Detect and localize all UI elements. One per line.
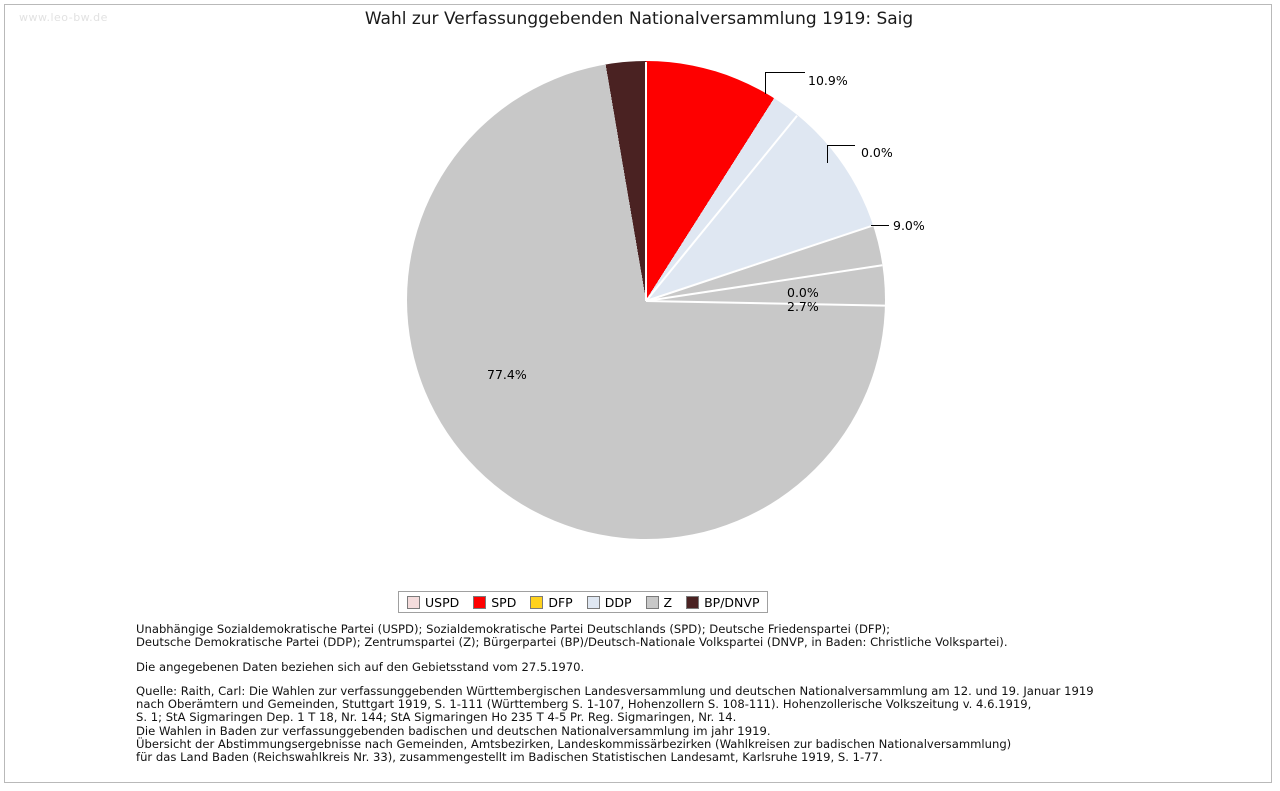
chart-footnotes: [136, 623, 1216, 765]
pct-label-ddp: 10.9%: [808, 73, 848, 88]
leader-line-ddp: [765, 72, 805, 73]
note-source: [136, 685, 1216, 765]
note-line: für das Land Baden (Reichswahlkreis Nr. 33), zusammengestellt im Badischen Statistischen Landesamt, Karlsruhe 1919, S. 1-77.: [136, 750, 883, 765]
note-line: nach Oberämtern und Gemeinden, Stuttgart 1919, S. 1-111 (Württemberg S. 1-107, Hohenzollern S. 108-111). Hohenzollerische Volkszeitung v. 4.6.1919,: [136, 697, 1032, 712]
note-line: Quelle: Raith, Carl: Die Wahlen zur verfassunggebenden Württembergischen Landesversammlung und deutschen Nationalversammlung am 12. und 19. Januar 1919: [136, 683, 1094, 698]
note-line: Unabhängige Sozialdemokratische Partei (USPD); Sozialdemokratische Partei Deutschlands (SPD); Deutsche Friedenspartei (DFP);: [136, 622, 891, 636]
legend-item-ddp[interactable]: [587, 595, 632, 610]
legend-swatch-icon: [686, 596, 699, 609]
chart-legend: [398, 591, 768, 613]
pct-label-bpdnvp: 2.7%: [787, 299, 819, 314]
leader-line-uspd-vert: [827, 145, 828, 163]
site-watermark: www.leo-bw.de: [19, 11, 108, 24]
note-territory: [136, 661, 1216, 674]
legend-swatch-icon: [407, 596, 420, 609]
legend-item-z[interactable]: [646, 595, 673, 610]
legend-item-uspd[interactable]: [407, 595, 459, 610]
legend-label: USPD: [425, 594, 460, 610]
note-line: S. 1; StA Sigmaringen Dep. 1 T 18, Nr. 144; StA Sigmaringen Ho 235 T 4-5 Pr. Reg. Sigmaringen, Nr. 14.: [136, 710, 737, 725]
leader-line-spd: [871, 225, 889, 226]
legend-swatch-icon: [473, 596, 486, 609]
pct-label-spd: 9.0%: [893, 218, 925, 233]
legend-label: BP/DNVP: [704, 594, 760, 610]
pct-label-z: 77.4%: [487, 367, 527, 382]
leader-line-uspd: [827, 145, 855, 146]
note-parties: [136, 623, 1216, 650]
pct-label-uspd: 0.0%: [861, 145, 893, 160]
legend-swatch-icon: [646, 596, 659, 609]
legend-item-spd[interactable]: [473, 595, 516, 610]
note-line: Die Wahlen in Baden zur verfassunggebenden badischen und deutschen Nationalversammlung im jahr 1919.: [136, 723, 771, 738]
note-line: Deutsche Demokratische Partei (DDP); Zentrumspartei (Z); Bürgerpartei (BP)/Deutsch-Nationale Volkspartei (DNVP, in Baden: Christliche Volkspartei).: [136, 635, 1008, 650]
legend-label: Z: [663, 594, 673, 610]
leader-line-ddp-vert: [765, 72, 766, 94]
legend-label: DDP: [604, 594, 632, 610]
legend-swatch-icon: [587, 596, 600, 609]
legend-label: SPD: [491, 594, 517, 610]
note-line: Die angegebenen Daten beziehen sich auf den Gebietsstand vom 27.5.1970.: [136, 659, 585, 674]
legend-swatch-icon: [530, 596, 543, 609]
slice-divider: [645, 62, 647, 301]
chart-title: Wahl zur Verfassunggebenden Nationalversammlung 1919: Saig: [364, 9, 914, 29]
pct-label-dfp: 0.0%: [787, 285, 819, 300]
legend-item-dfp[interactable]: [530, 595, 572, 610]
chart-frame: [4, 4, 1272, 783]
legend-item-bpdnvp[interactable]: [686, 595, 759, 610]
legend-label: DFP: [548, 594, 573, 610]
note-line: Übersicht der Abstimmungsergebnisse nach Gemeinden, Amtsbezirken, Landeskommissärbezirken (Wahlkreisen zur badischen Nationalversammlung): [136, 737, 1012, 752]
